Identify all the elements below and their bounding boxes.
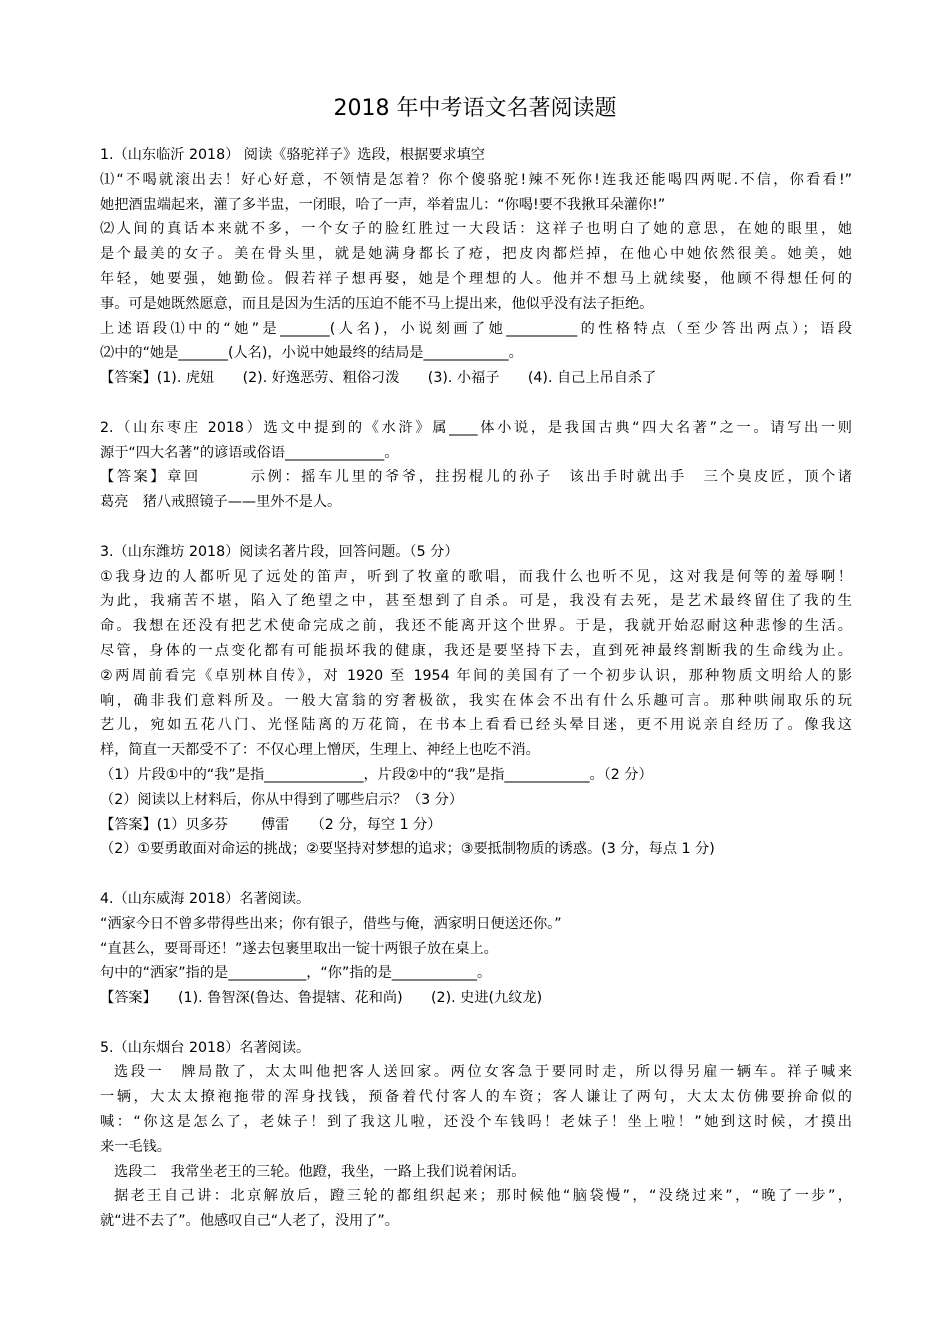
- answer-line: 葛亮 猪八戒照镜子——里外不是人。: [100, 494, 342, 511]
- question-line: （2）阅读以上材料后，你从中得到了哪些启示？（3 分）: [100, 791, 464, 808]
- passage-line: 是个最美的女子。美在骨头里，就是她满身都长了疮，把皮肉都烂掉，在他心中她依然很美。她美，她: [100, 246, 852, 263]
- passage-line: 据老王自己讲：北京解放后，蹬三轮的都组织起来；那时候他“脑袋慢”，“没绕过来”，“晚了一步”，: [114, 1188, 852, 1205]
- question-line: 上述语段⑴中的“她”是_______(人名)，小说刻画了她__________的性格特点（至少答出两点）；语段: [100, 320, 852, 337]
- answer-line: 【答案】(1). 虎妞 (2). 好逸恶劳、粗俗刁泼 (3). 小福子 (4). 自己上吊自杀了: [100, 370, 657, 387]
- passage-line: ⑵人间的真话本来就不多，一个女子的脸红胜过一大段话：这祥子也明白了她的意思，在她的眼里，她: [100, 221, 852, 238]
- question-4-header: 4.（山东威海 2018）名著阅读。: [100, 890, 311, 907]
- passage-line: 选段一 牌局散了，太太叫他把客人送回家。两位女客急于要同时走，所以得另雇一辆车。祥子喊来: [114, 1064, 852, 1081]
- question-2-header: 2.（山东枣庄 2018）选文中提到的《水浒》属____体小说，是我国古典“四大名著”之一。请写出一则: [100, 419, 852, 436]
- passage-line: ②两周前看完《卓别林自传》，对 1920 至 1954 年间的美国有了一个初步认识，那种物质文明给人的影: [100, 667, 852, 684]
- question-line: ⑵中的“她是_______(人名)，小说中她最终的结局是____________。: [100, 345, 523, 362]
- passage-line: 她把酒盅端起来，灌了多半盅，一闭眼，哈了一声，举着盅儿：“你喝!要不我揪耳朵灌你!”: [100, 196, 666, 213]
- passage-line: 一辆，大太太撩袍拖带的浑身找钱，预备着代付客人的车资；客人谦让了两句，大太太仿佛要拚命似的: [100, 1089, 852, 1106]
- passage-line: 来一毛钱。: [100, 1138, 171, 1155]
- question-5-header: 5.（山东烟台 2018）名著阅读。: [100, 1039, 311, 1056]
- passage-line: 喊：“你这是怎么了，老妹子！到了我这儿啦，还没个车钱吗！老妹子！坐上啦！”她到这时候，才摸出: [100, 1114, 852, 1131]
- passage-line: 为此，我痛苦不堪，陷入了绝望之中，甚至想到了自杀。可是，我没有去死，是艺术最终留住了我的生: [100, 593, 852, 610]
- answer-line: 【答案】章回 示例：摇车儿里的爷爷，拄拐棍儿的孙子 该出手时就出手 三个臭皮匠，顶个诸: [100, 469, 852, 486]
- question-3-header: 3.（山东潍坊 2018）阅读名著片段，回答问题。（5 分）: [100, 543, 459, 560]
- passage-line: 响，确非我们意料所及。一般大富翁的穷奢极欲，我实在体会不出有什么乐趣可言。那种哄闹取乐的玩: [100, 692, 852, 709]
- passage-line: 艺儿，宛如五花八门、光怪陆离的万花筒，在书本上看看已经头晕目迷，更不用说亲自经历了。像我这: [100, 717, 852, 734]
- passage-line: 事。可是她既然愿意，而且是因为生活的压迫不能不马上提出来，他似乎没有法子拒绝。: [100, 295, 654, 312]
- passage-line: 选段二 我常坐老王的三轮。他蹬，我坐，一路上我们说着闲话。: [114, 1163, 526, 1180]
- question-line: （1）片段①中的“我”是指______________，片段②中的“我”是指____________。（2 分）: [100, 766, 653, 783]
- passage-line: “洒家今日不曾多带得些出来；你有银子，借些与俺，洒家明日便送还你。”: [100, 915, 562, 932]
- passage-line: 尽管，身体的一点变化都有可能损坏我的健康，我还是要坚持下去，直到死神最终割断我的生命线为止。: [100, 642, 852, 659]
- passage-line: 样，简直一天都受不了：不仅心理上憎厌，生理上、神经上也吃不消。: [100, 742, 540, 759]
- passage-line: “直甚么，要哥哥还！”遂去包裹里取出一锭十两银子放在桌上。: [100, 940, 498, 957]
- passage-line: 命。我想在还没有把艺术使命完成之前，我还不能离开这个世界。于是，我就开始忍耐这种悲惨的生活。: [100, 618, 852, 635]
- spacer: [100, 1011, 852, 1036]
- spacer: [100, 862, 852, 887]
- passage-line: 就“进不去了”。他感叹自己“人老了，没用了”。: [100, 1213, 399, 1230]
- answer-line: （2）①要勇敢面对命运的挑战；②要坚持对梦想的追求；③要抵制物质的诱惑。(3 分，每点 1 分): [100, 841, 715, 858]
- question-1-header: 1.（山东临沂 2018） 阅读《骆驼祥子》选段，根据要求填空: [100, 147, 485, 163]
- question-line: 句中的“洒家”指的是___________，“你”指的是____________。: [100, 965, 492, 982]
- passage-line: ⑴“不喝就滚出去！好心好意，不领情是怎着？你个傻骆驼!辣不死你!连我还能喝四两呢.不信，你看看!”: [100, 171, 852, 188]
- passage-line: 年轻，她要强，她勤俭。假若祥子想再娶，她是个理想的人。他并不想马上就续娶，他顾不得想任何的: [100, 270, 852, 287]
- passage-line: ①我身边的人都听见了远处的笛声，听到了牧童的歌唱，而我什么也听不见，这对我是何等的羞辱啊！: [100, 568, 852, 585]
- question-list: [100, 143, 852, 1234]
- page-title: 2018 年中考语文名著阅读题: [333, 96, 617, 121]
- answer-line: 【答案】 (1). 鲁智深(鲁达、鲁提辖、花和尚) (2). 史进(九纹龙): [100, 990, 543, 1007]
- question-line: 源于“四大名著”的谚语或俗语______________。: [100, 444, 399, 461]
- answer-line: 【答案】(1）贝多芬 傅雷 （2 分，每空 1 分）: [100, 816, 442, 833]
- spacer: [100, 391, 852, 416]
- spacer: [100, 515, 852, 540]
